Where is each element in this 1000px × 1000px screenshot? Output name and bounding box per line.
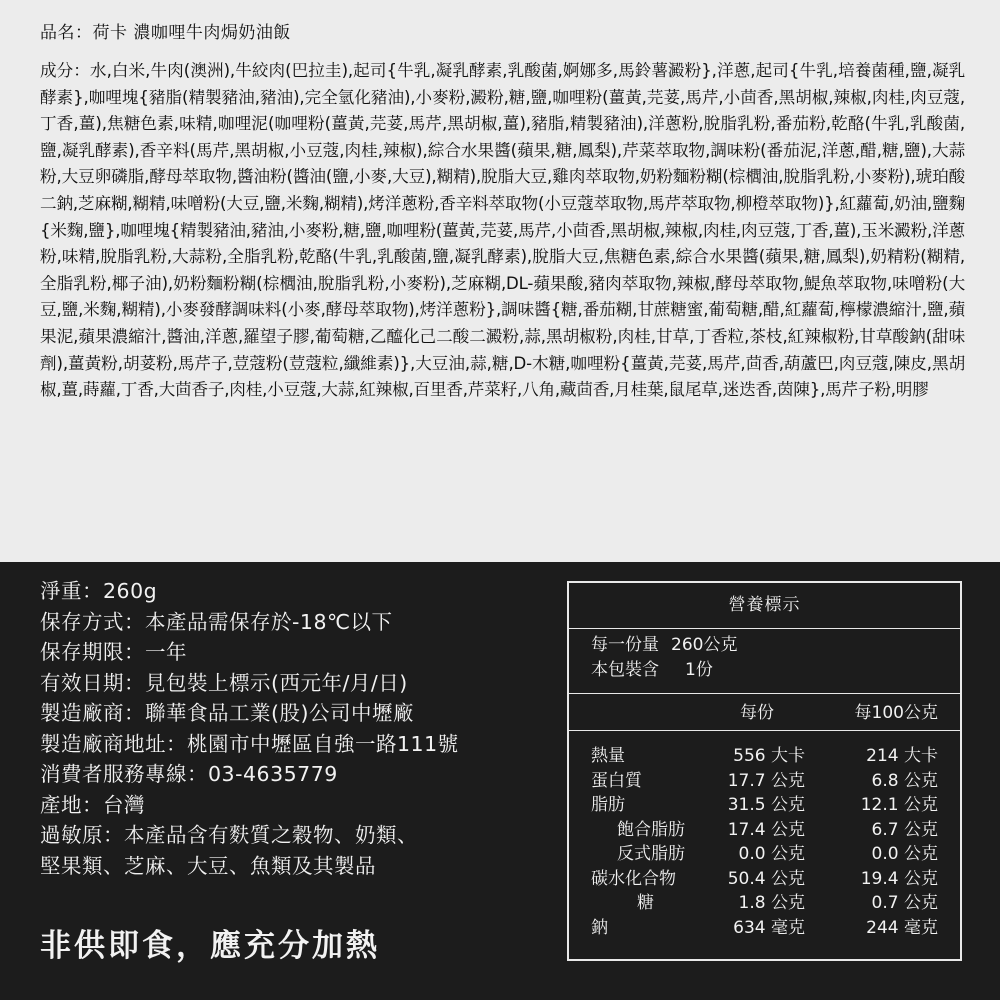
nutrition-row <box>569 790 960 815</box>
per-100g-value: 0.7 公克 <box>871 893 938 913</box>
nutrition-row <box>569 839 960 864</box>
allergen-line-2: 堅果類、芝麻、大豆、魚類及其製品 <box>40 853 376 878</box>
nutrient-name: 蛋白質 <box>591 770 642 791</box>
nutrient-name: 脂肪 <box>591 795 625 815</box>
per-serving-value: 17.7 公克 <box>727 770 805 791</box>
nutrient-name: 碳水化合物 <box>591 868 676 889</box>
per-100g-value: 0.0 公克 <box>871 844 938 864</box>
per-serving-value: 1.8 公克 <box>738 893 805 913</box>
nutrition-row <box>569 913 960 938</box>
nutrition-row <box>569 888 960 913</box>
serving-size-value: 260公克 <box>671 635 738 655</box>
per-serving-value: 17.4 公克 <box>727 819 805 840</box>
expiry-date: 有效日期：見包裝上標示(西元年/月/日) <box>40 670 408 695</box>
nutrient-name: 熱量 <box>591 746 625 766</box>
per-100g-value: 244 毫克 <box>866 917 938 938</box>
per-serving-value: 50.4 公克 <box>727 868 805 889</box>
serving-info <box>569 629 960 683</box>
product-name: 品名：荷卡 濃咖哩牛肉焗奶油飯 <box>40 23 291 43</box>
per-serving-value: 556 大卡 <box>733 746 805 766</box>
product-info <box>40 576 560 881</box>
nutrition-row <box>569 864 960 889</box>
per-100g-value: 12.1 公克 <box>860 795 938 815</box>
shelf-life: 保存期限：一年 <box>40 640 187 664</box>
column-headers <box>569 694 960 730</box>
nutrition-title: 營養標示 <box>569 583 960 629</box>
per-100g-value: 6.7 公克 <box>871 819 938 840</box>
per-100g-value: 214 大卡 <box>866 746 938 766</box>
per-100g-value: 6.8 公克 <box>871 770 938 791</box>
net-weight: 淨重：260g <box>40 579 158 603</box>
per-serving-value: 0.0 公克 <box>738 844 805 864</box>
nutrition-row <box>569 815 960 840</box>
col-per-serving: 每份 <box>740 703 774 723</box>
per-serving-value: 31.5 公克 <box>727 795 805 815</box>
serving-size-label: 每一份量 <box>591 635 659 655</box>
nutrition-rows <box>569 731 960 937</box>
per-100g-value: 19.4 公克 <box>860 868 938 889</box>
allergen-line-1: 過敏原：本產品含有麩質之穀物、奶類、 <box>40 823 418 847</box>
nutrition-row <box>569 741 960 766</box>
storage-method: 保存方式：本產品需保存於-18℃以下 <box>40 609 393 634</box>
manufacturer: 製造廠商：聯華食品工業(股)公司中壢廠 <box>40 701 414 725</box>
nutrient-name: 鈉 <box>591 917 608 938</box>
col-per-100g: 每100公克 <box>854 703 938 723</box>
heating-notice: 非供即食，應充分加熱 <box>40 928 380 964</box>
servings-per-pack-value: 1份 <box>685 660 713 680</box>
nutrition-row <box>569 766 960 791</box>
origin: 產地：台灣 <box>40 792 145 817</box>
ingredients-text: 成分：水,白米,牛肉(澳洲),牛絞肉(巴拉圭),起司{牛乳,凝乳酵素,乳酸菌,婀娜多,馬鈴薯澱粉},洋蔥,起司{牛乳,培養菌種,鹽,凝乳酵素},咖哩塊{豬脂(精製豬油,豬油),完全氫化豬油),小麥粉,澱粉,糖,鹽,咖哩粉(薑黃,芫荽,馬芹,小茴香,黑胡椒,辣椒,肉桂,肉豆蔻,丁香,薑),焦糖色素,味精,咖哩泥(咖哩粉(薑黃,芫荽,馬芹,黑胡椒,薑),豬脂,精製豬油),洋蔥粉,脫脂乳粉,番茄粉,乾酪(牛乳,乳酸菌,鹽,凝乳酵素),香辛料(馬芹,黑胡椒,小豆蔻,肉桂,辣椒),綜合水果醬(蘋果,糖,鳳梨),芹菜萃取物,調味粉(番茄泥,洋蔥,醋,糖,鹽),大蒜粉,大豆卵磷脂,酵母萃取物,醬油粉(醬油(鹽,小麥,大豆),糊精),脫脂大豆,雞肉萃取物,奶粉麵粉糊(棕櫚油,脫脂乳粉,小麥粉),琥珀酸二鈉,芝麻糊,糊精,味噌粉(大豆,鹽,米麴,糊精),烤洋蔥粉,香辛料萃取物(小豆蔻萃取物,馬芹萃取物,柳橙萃取物)},紅蘿蔔,奶油,鹽麴{米麴,鹽},咖哩塊{精製豬油,豬油,小麥粉,糖,鹽,咖哩粉(薑黃,芫荽,馬芹,小茴香,黑胡椒,辣椒,肉桂,肉豆蔻,丁香,薑),玉米澱粉,洋蔥粉,味精,脫脂乳粉,大蒜粉,全脂乳粉,乾酪(牛乳,乳酸菌,鹽,凝乳酵素),脫脂大豆,焦糖色素,綜合水果醬(蘋果,糖,鳳梨),奶精粉(糊精,全脂乳粉,椰子油),奶粉麵粉糊(棕櫚油,脫脂乳粉,小麥粉),芝麻糊,DL-蘋果酸,豬肉萃取物,辣椒,酵母萃取物,鯷魚萃取物,味噌粉(大豆,鹽,米麴,糊精),小麥發酵調味料(小麥,酵母萃取物),烤洋蔥粉},調味醬{糖,番茄糊,甘蔗糖蜜,葡萄糖,醋,紅蘿蔔,檸檬濃縮汁,鹽,蘋果泥,蘋果濃縮汁,醬油,洋蔥,羅望子膠,葡萄糖,乙醯化己二酸二澱粉,蒜,黑胡椒粉,肉桂,甘草,丁香粒,茶枝,紅辣椒粉,甘草酸鈉(甜味劑),薑黃粉,胡荽粉,馬芹子,荳蔻粉(荳蔻粒,纖維素)},大豆油,蒜,糖,D-木糖,咖哩粉{薑黃,芫荽,馬芹,茴香,葫蘆巴,肉豆蔻,陳皮,黑胡椒,薑,蒔蘿,丁香,大茴香子,肉桂,小豆蔻,大蒜,紅辣椒,百里香,芹菜籽,八角,藏茴香,月桂葉,鼠尾草,迷迭香,茵陳},馬芹子粉,明膠 <box>40 61 965 400</box>
nutrient-name: 飽合脂肪 <box>617 819 685 840</box>
service-hotline: 消費者服務專線：03-4635779 <box>40 762 338 786</box>
servings-per-pack-label: 本包裝含 <box>591 660 659 680</box>
nutrient-name: 反式脂肪 <box>617 844 685 864</box>
nutrition-table <box>567 581 962 961</box>
manufacturer-address: 製造廠商地址：桃園市中壢區自強一路111號 <box>40 731 459 756</box>
per-serving-value: 634 毫克 <box>733 917 805 938</box>
nutrient-name: 糖 <box>637 893 654 913</box>
